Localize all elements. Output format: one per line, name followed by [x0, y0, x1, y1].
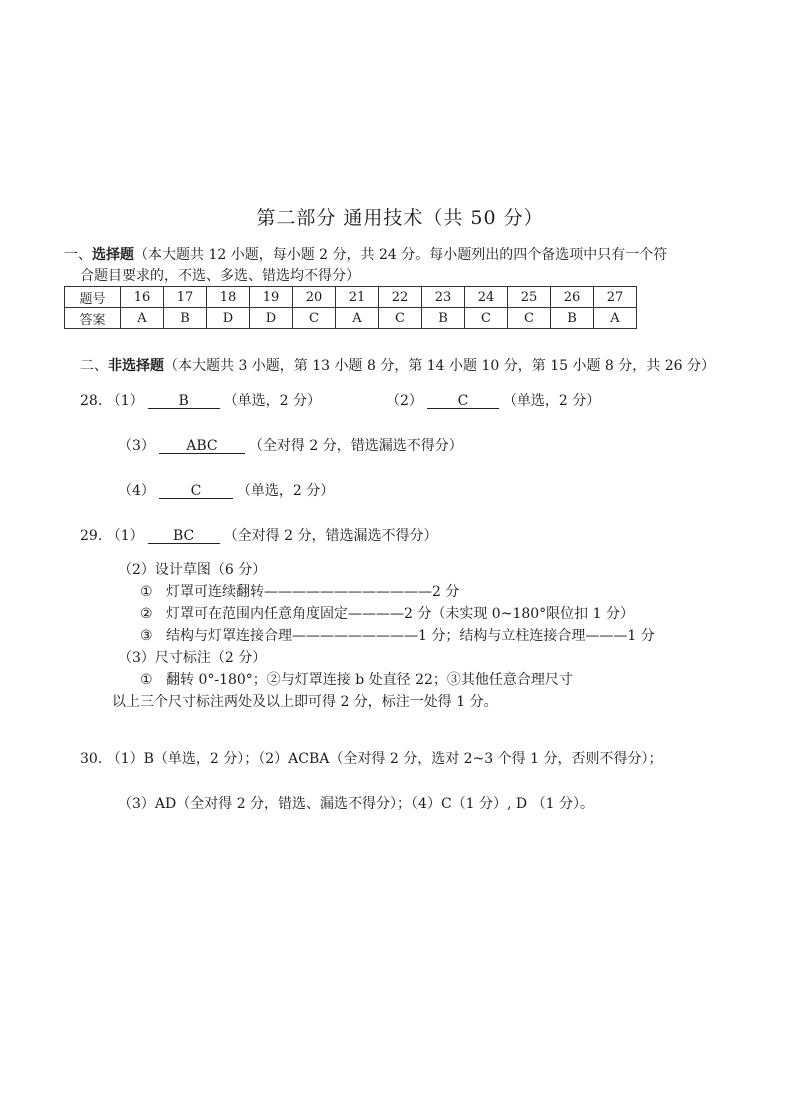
q28-line1b [386, 390, 600, 410]
page-title: 第二部分 通用技术（共 50 分） [256, 207, 544, 229]
question-number: 21 [336, 287, 379, 308]
criterion-text: 灯罩可在范围内任意角度固定————2 分（未实现 0~180°限位扣 1 分） [166, 606, 634, 622]
q28-line4 [118, 480, 334, 500]
q28-p2-answer: C [427, 394, 499, 409]
circled-number: ② [140, 606, 153, 622]
q30-line2: （3）AD（全对得 2 分，错选、漏选不得分）；（4）C（1 分）, D （1 分）。 [118, 796, 594, 812]
answer-cell: A [336, 308, 379, 329]
criterion-text: 灯罩可连续翻转————————————2 分 [166, 584, 460, 600]
answer-cell: B [551, 308, 594, 329]
criterion-text: 结构与灯罩连接合理—————————1 分；结构与立柱连接合理———1 分 [166, 628, 655, 644]
q29-p1-note: （全对得 2 分，错选漏选不得分） [223, 528, 438, 544]
section1-desc: （本大题共 12 小题，每小题 2 分，共 24 分。每小题列出的四个备选项中只有一个符 [134, 247, 668, 263]
q28-line1 [80, 390, 321, 410]
question-number: 22 [379, 287, 422, 308]
question-number: 23 [422, 287, 465, 308]
answer-cell: B [164, 308, 207, 329]
q29-p3-heading: （3）尺寸标注（2 分） [118, 650, 267, 666]
circled-number: ① [140, 672, 153, 688]
answer-cell: A [121, 308, 164, 329]
q28-p1-label: （1） [106, 393, 144, 409]
q29-number: 29. [80, 528, 103, 544]
q28-line3 [118, 435, 463, 455]
q29-line1 [80, 525, 437, 545]
question-number: 24 [465, 287, 508, 308]
q28-p4-label: （4） [118, 483, 155, 499]
q29-p2-heading: （2）设计草图（6 分） [118, 562, 267, 578]
section2-desc: （本大题共 3 小题，第 13 小题 8 分，第 14 小题 10 分，第 15 小题 8 分，共 26 分） [164, 358, 715, 374]
answer-cell: C [293, 308, 336, 329]
circled-number: ③ [140, 628, 153, 644]
dimension-text: 翻转 0°-180°；②与灯罩连接 b 处直径 22；③其他任意合理尺寸 [166, 672, 573, 688]
q29-criterion-1 [140, 581, 459, 601]
question-number: 19 [250, 287, 293, 308]
q28-p1-answer: B [148, 394, 220, 409]
q30-number: 30. [80, 751, 103, 767]
table-row-numbers [65, 287, 637, 308]
section1-prefix: 一、 [64, 247, 92, 263]
answer-cell: D [250, 308, 293, 329]
q29-criterion-2 [140, 603, 634, 623]
q28-number: 28. [80, 393, 103, 409]
answer-cell: D [207, 308, 250, 329]
answer-table [64, 286, 637, 329]
question-number: 17 [164, 287, 207, 308]
q28-p4-note: （单选，2 分） [236, 483, 335, 499]
section2-prefix: 二、 [80, 358, 108, 374]
table-row-label: 题号 [65, 287, 121, 308]
answer-cell: C [508, 308, 551, 329]
q29-p1-answer: BC [148, 529, 220, 544]
q29-dimension-summary: 以上三个尺寸标注两处及以上即可得 2 分，标注一处得 1 分。 [112, 694, 498, 710]
section1-desc-continued: 合题目要求的，不选、多选、错选均不得分） [80, 268, 360, 284]
section2-heading [80, 355, 715, 375]
question-number: 26 [551, 287, 594, 308]
q30-line1 [80, 748, 662, 768]
question-number: 16 [121, 287, 164, 308]
question-number: 18 [207, 287, 250, 308]
answer-cell: C [379, 308, 422, 329]
answer-cell: A [594, 308, 637, 329]
answer-cell: C [465, 308, 508, 329]
question-number: 25 [508, 287, 551, 308]
section2-label: 非选择题 [108, 358, 164, 374]
q28-p2-label: （2） [386, 393, 423, 409]
q28-p1-note: （单选，2 分） [223, 393, 321, 409]
question-number: 20 [293, 287, 336, 308]
question-number: 27 [594, 287, 637, 308]
q29-criterion-3 [140, 625, 655, 645]
table-row-answers [65, 308, 637, 329]
q28-p3-label: （3） [118, 438, 155, 454]
table-row-label: 答案 [65, 308, 121, 329]
answer-cell: B [422, 308, 465, 329]
q28-p3-answer: ABC [159, 439, 245, 454]
section1-heading [64, 244, 667, 264]
section1-label: 选择题 [92, 247, 134, 263]
circled-number: ① [140, 584, 153, 600]
q29-dimension-line [140, 669, 573, 689]
q28-p4-answer: C [159, 484, 233, 499]
q29-p1-label: （1） [106, 528, 144, 544]
q28-p3-note: （全对得 2 分，错选漏选不得分） [248, 438, 463, 454]
q30-answers-part1: （1）B（单选，2 分）；（2）ACBA（全对得 2 分，选对 2~3 个得 1 分，否则不得分）； [106, 751, 663, 767]
q28-p2-note: （单选，2 分） [502, 393, 601, 409]
